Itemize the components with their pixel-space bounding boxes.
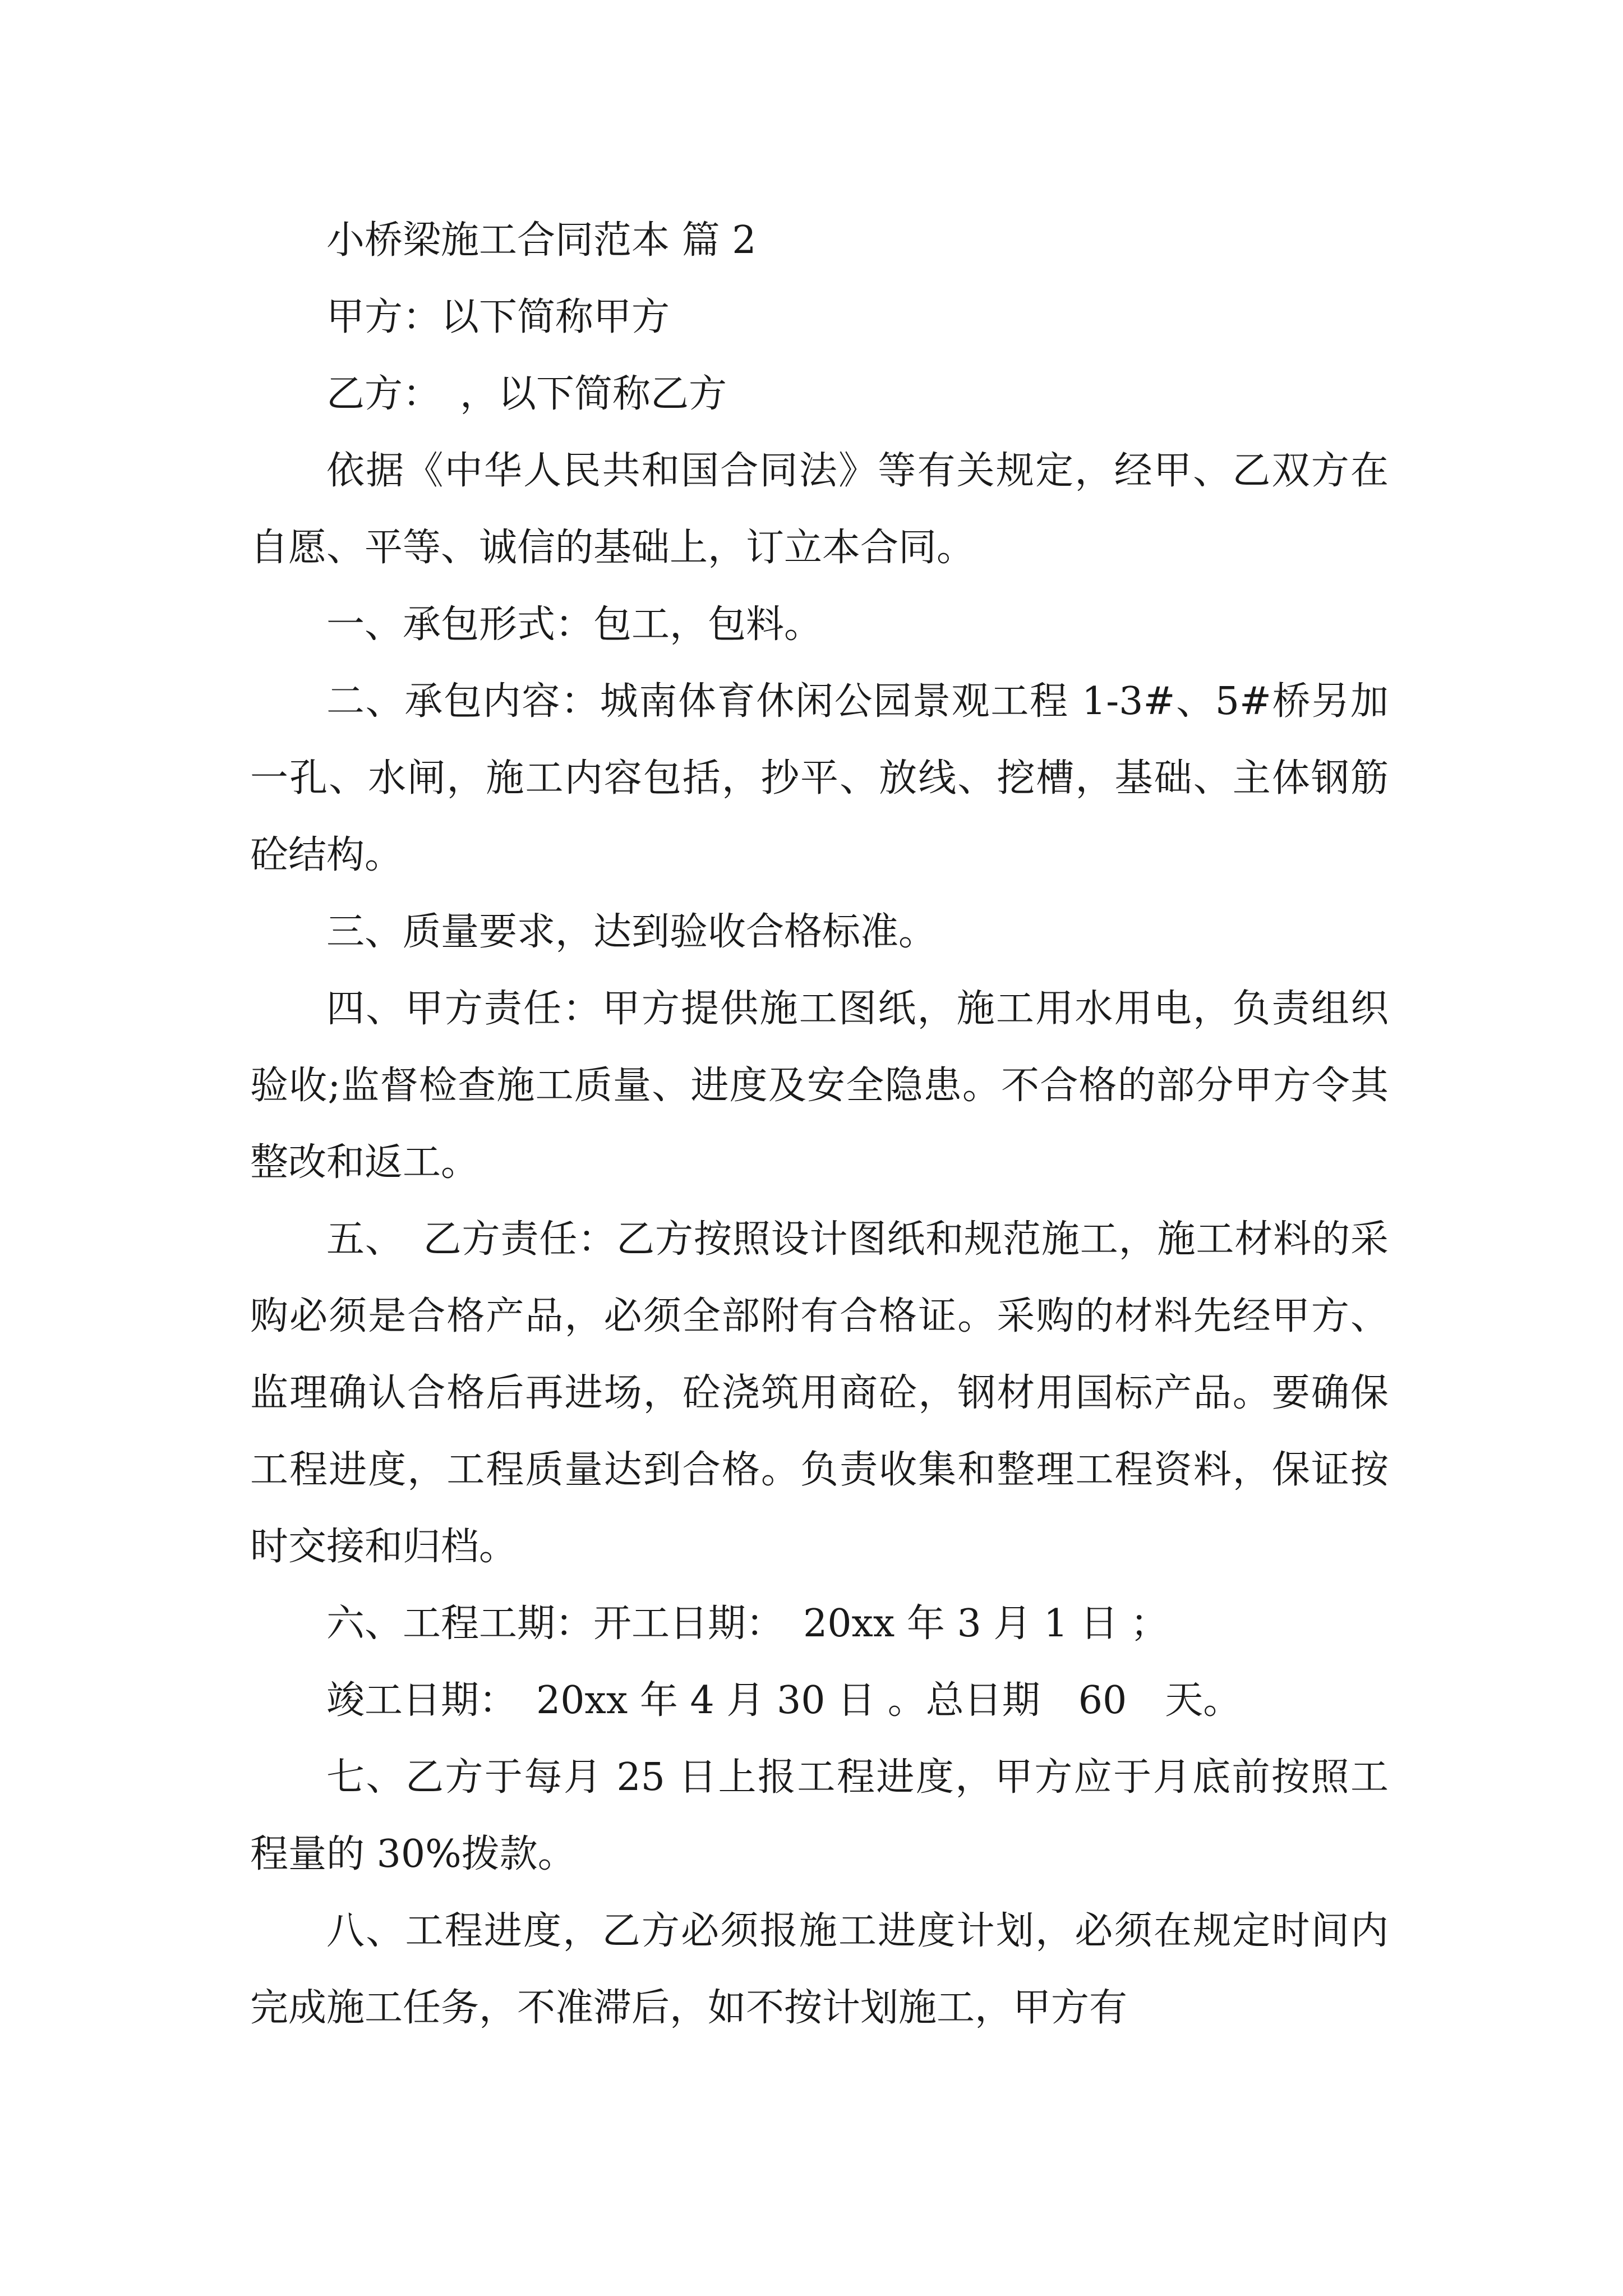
clause-progress-payment: 七、乙方于每月 25 日上报工程进度，甲方应于月底前按照工程量的 30%拨款。	[250, 1755, 1389, 1876]
document-body	[250, 202, 1389, 2046]
clause-quality-requirement: 三、质量要求，达到验收合格标准。	[326, 910, 937, 954]
clause-start-date: 六、工程工期：开工日期： 20xx 年 3 月 1 日 ；	[326, 1602, 1169, 1646]
document-title: 小桥梁施工合同范本 篇 2	[326, 218, 757, 263]
preamble-paragraph: 依据《中华人民共和国合同法》等有关规定，经甲、乙双方在自愿、平等、诚信的基础上，订立本合同。	[250, 449, 1389, 570]
clause-party-a-duties: 四、甲方责任：甲方提供施工图纸，施工用水用电，负责组织验收;监督检查施工质量、进度及安全隐患。不合格的部分甲方令其整改和返工。	[250, 987, 1389, 1185]
clause-schedule: 八、工程进度，乙方必须报施工进度计划，必须在规定时间内完成施工任务，不准滞后，如不按计划施工，甲方有	[250, 1909, 1389, 2030]
party-a-line: 甲方：以下简称甲方	[326, 295, 670, 339]
party-b-line: 乙方： ，以下简称乙方	[326, 372, 727, 416]
clause-party-b-duties: 五、 乙方责任：乙方按照设计图纸和规范施工，施工材料的采购必须是合格产品，必须全部附有合格证。采购的材料先经甲方、监理确认合格后再进场，砼浇筑用商砼，钢材用国标产品。要确保工程进度，工程质量达到合格。负责收集和整理工程资料，保证按时交接和归档。	[250, 1217, 1389, 1569]
clause-completion-date: 竣工日期： 20xx 年 4 月 30 日 。总日期 60 天。	[326, 1678, 1242, 1723]
clause-contract-scope: 二、承包内容：城南体育休闲公园景观工程 1-3#、5#桥另加一孔、水闸，施工内容包括，抄平、放线、挖槽，基础、主体钢筋砼结构。	[250, 679, 1389, 877]
clause-contract-form: 一、承包形式：包工，包料。	[326, 602, 823, 647]
